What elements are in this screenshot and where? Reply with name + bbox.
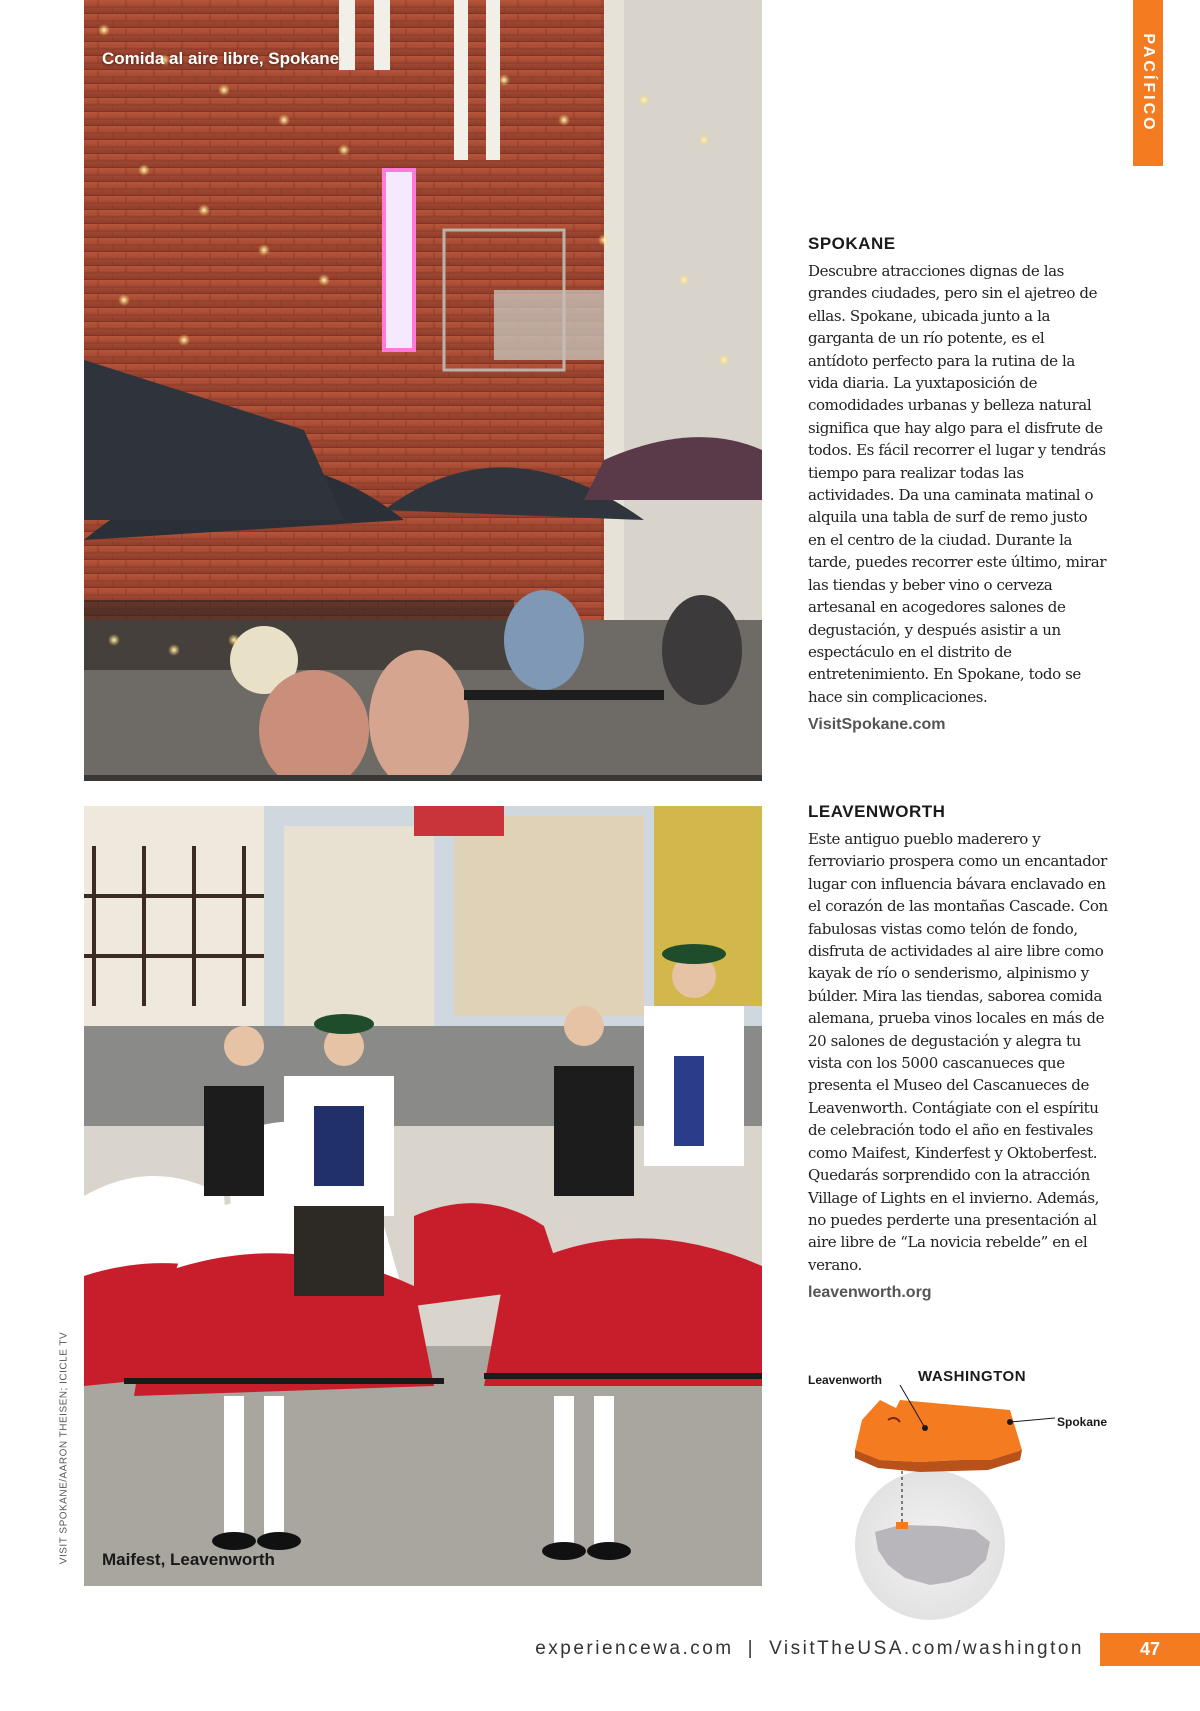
article-spokane: [808, 234, 1108, 734]
link-visitspokane[interactable]: VisitSpokane.com: [808, 716, 946, 734]
page-number: 47: [1139, 1639, 1161, 1659]
article-body-leavenworth: Este antiguo pueblo maderero y ferroviario prospera como un encantador lugar con influencia bávara enclavado en el corazón de las montañas Cascade. Con fabulosas vistas como telón de fondo, disfruta de actividades al aire libre como kayak de río o senderismo, alpinismo y búlder. Mira las tiendas, saborea comida alemana, prueba vinos locales en más de 20 salones de degustación y alegra tu vista con los 5000 cascanueces que presenta el Museo del Cascanueces de Leavenworth. Contágiate con el espíritu de celebración todo el año en festivales como Maifest, Kinderfest y Oktoberfest. Quedarás sorprendido con la atracción Village of Lights en el invierno. Además, no puedes perderte una presentación al aire libre de “La novicia rebelde” en el verano.: [808, 830, 1108, 1274]
washington-locator-map: [800, 1360, 1120, 1620]
washington-state-shape: [855, 1400, 1022, 1462]
article-body-spokane: Descubre atracciones dignas de las grandes ciudades, pero sin el ajetreo de ellas. Spokane, ubicada junto a la garganta de un río potente, es el antídoto perfecto para la rutina de la vida diaria. La yuxtaposición de comodidades urbanas y belleza natural significa que hay algo para el disfrute de todos. Es fácil recorrer el lugar y tendrás tiempo para realizar todas las actividades. Da una caminata matinal o alquila una tabla de surf de remo justo en el centro de la ciudad. Durante la tarde, puedes recorrer este último, mirar las tiendas y beber vino o cerveza artesanal en acogedores salones de degustación, y después asistir a un espectáculo en el distrito de entretenimiento. En Spokane, todo se hace sin complicaciones.: [808, 262, 1107, 706]
photo-caption-spokane: Comida al aire libre, Spokane: [102, 49, 340, 68]
photo-credit: VISIT SPOKANE/AARON THEISEN; ICICLE TV: [58, 1331, 70, 1565]
photo-caption-leavenworth: Maifest, Leavenworth: [102, 1550, 275, 1569]
map-state-label: WASHINGTON: [918, 1368, 1027, 1385]
article-heading-leavenworth: LEAVENWORTH: [808, 802, 946, 821]
footer-links: [535, 1638, 1084, 1660]
article-heading-spokane: SPOKANE: [808, 234, 896, 253]
photo-spokane-outdoor-dining: [84, 0, 762, 781]
footer-separator: |: [747, 1638, 756, 1659]
article-leavenworth: [808, 802, 1108, 1302]
link-leavenworth-org[interactable]: leavenworth.org: [808, 1284, 932, 1302]
map-label-spokane: Spokane: [1057, 1415, 1108, 1429]
photo-leavenworth-maifest: [84, 806, 762, 1586]
section-tab-label: PACÍFICO: [1140, 33, 1157, 133]
map-label-leavenworth: Leavenworth: [808, 1373, 883, 1387]
footer-link-experiencewa[interactable]: experiencewa.com: [535, 1638, 734, 1659]
footer-link-visittheusa[interactable]: VisitTheUSA.com/washington: [769, 1638, 1084, 1659]
